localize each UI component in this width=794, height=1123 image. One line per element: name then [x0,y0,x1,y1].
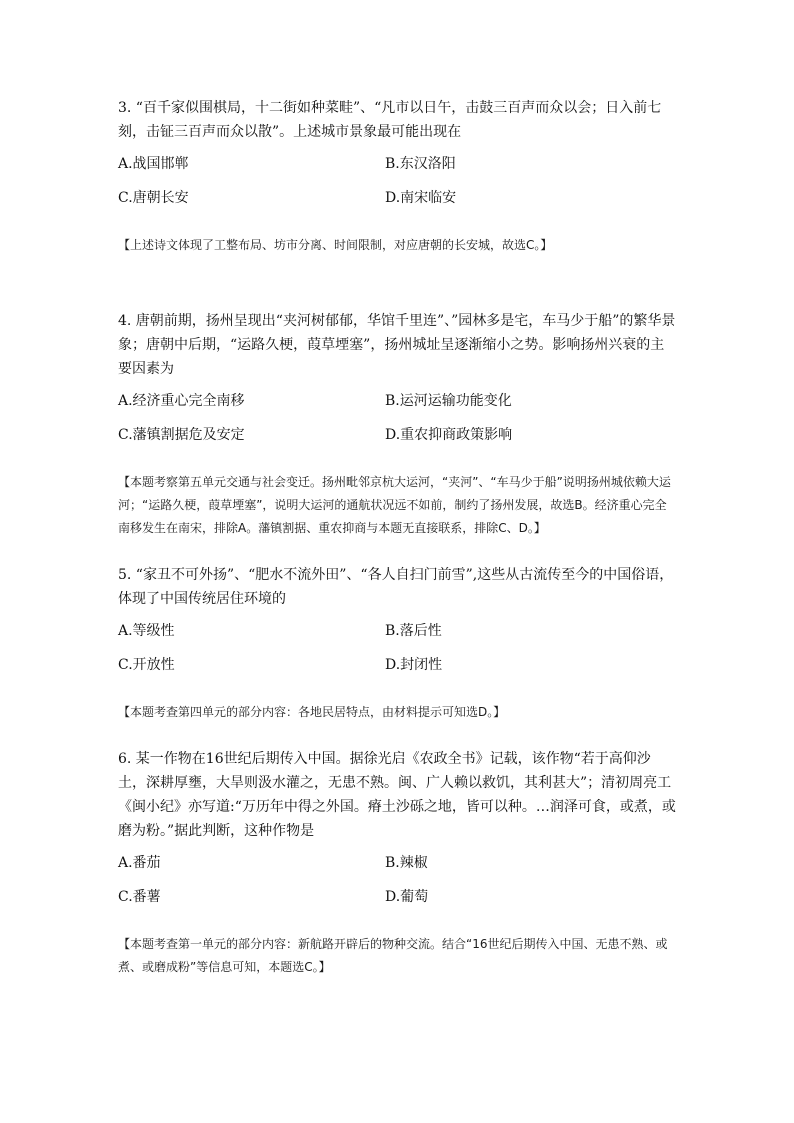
option-b: B.辣椒 [385,855,428,871]
option-c: C.唐朝长安 [118,190,189,206]
option-c: C.藩镇割据危及安定 [118,427,245,443]
answer-explanation: 【上述诗文体现了工整布局、坊市分离、时间限制，对应唐朝的长安城，故选C。】 [118,238,553,252]
answer-explanation: 【本题考查第一单元的部分内容：新航路开辟后的物种交流。结合“16世纪后期传入中国、无患不熟、或煮、或磨成粉”等信息可知，本题选C。】 [118,937,668,974]
option-d: D.葡萄 [385,889,429,905]
option-c: C.开放性 [118,657,175,673]
answer-explanation: 【本题考查第四单元的部分内容：各地民居特点，由材料提示可知选D。】 [118,705,506,719]
option-a: A.等级性 [118,623,175,639]
question-5 [118,563,678,724]
option-c: C.番薯 [118,889,161,905]
question-6 [118,747,678,979]
option-d: D.南宋临安 [385,190,457,206]
options-grid [118,154,678,222]
option-d: D.重农抑商政策影响 [385,427,513,443]
options-grid [118,621,678,689]
question-4 [118,309,678,540]
option-a: A.经济重心完全南移 [118,393,245,409]
option-b: B.运河运输功能变化 [385,393,512,409]
question-stem: 5. “家丑不可外扬”、“肥水不流外田”、“各人自扫门前雪”,这些从古流传至今的中国俗语，体现了中国传统居住环境的 [118,567,674,607]
option-a: A.番茄 [118,855,161,871]
question-stem: 3. “百千家似围棋局，十二街如种菜畦”、“凡市以日午，击鼓三百声而众以会；日入前七刻，击钲三百声而众以散”。上述城市景象最可能出现在 [118,100,662,140]
option-b: B.东汉洛阳 [385,156,456,172]
option-b: B.落后性 [385,623,442,639]
question-stem: 4. 唐朝前期，扬州呈现出“夹河树郁郁，华馆千里连”、”园林多是宅，车马少于船”的繁华景象；唐朝中后期，“运路久梗，葭草堙塞”，扬州城址呈逐渐缩小之势。影响扬州兴衰的主要因素为 [118,313,676,377]
options-grid [118,853,678,921]
option-a: A.战国邯郸 [118,156,189,172]
question-stem: 6. 某一作物在16世纪后期传入中国。据徐光启《农政全书》记载，该作物“若于高仰沙土，深耕厚壅，大旱则汲水灌之，无患不熟。闽、广人赖以救饥，其利甚大”；清初周亮工《闽小纪》亦写道:“万历年中得之外国。瘠土沙砾之地，皆可以种。…润泽可食，或煮，或磨为粉。”据此判断，这种作物是 [118,751,676,839]
answer-explanation: 【本题考察第五单元交通与社会变迁。扬州毗邻京杭大运河，“夹河”、“车马少于船”说明扬州城依赖大运河；“运路久梗，葭草堙塞”，说明大运河的通航状况远不如前，制约了扬州发展，故选B。经济重心完全南移发生在南宋，排除A。藩镇割据、重农抑商与本题无直接联系，排除C、D。】 [118,475,671,535]
option-d: D.封闭性 [385,657,443,673]
question-3 [118,96,678,257]
options-grid [118,391,678,459]
